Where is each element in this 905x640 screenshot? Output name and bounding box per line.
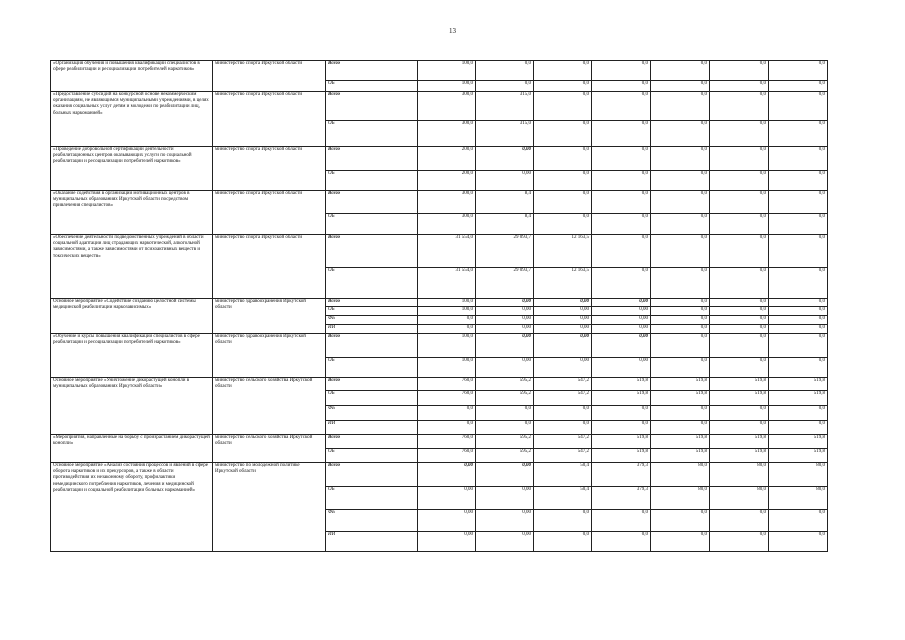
amount-cell: 0,00 (418, 463, 476, 487)
amount-cell: 31 554,0 (418, 268, 476, 299)
amount-cell: 0,00 (534, 334, 592, 358)
table-row (51, 463, 828, 487)
amount-cell: 0,0 (769, 61, 828, 81)
amount-cell: 760,0 (418, 391, 476, 406)
amount-cell: 0,0 (710, 92, 769, 121)
funding-source: ОБ (326, 121, 418, 147)
amount-cell: 0,00 (476, 316, 534, 325)
amount-cell: 0,0 (769, 406, 828, 421)
amount-cell: 100,0 (418, 81, 476, 92)
amount-cell: 0,0 (710, 334, 769, 358)
amount-cell: 0,0 (710, 61, 769, 81)
amount-cell: 0,00 (476, 325, 534, 334)
amount-cell: 0,0 (534, 191, 592, 214)
amount-cell: 0,0 (534, 421, 592, 435)
amount-cell: 0,0 (651, 81, 710, 92)
measure-description: «Обучение и курсы повышения квалификации специалистов в сфере реабилитации и ресоциализации потребителей наркотиков» (51, 334, 213, 378)
amount-cell: 0,0 (769, 235, 828, 268)
amount-cell: 0,0 (476, 406, 534, 421)
amount-cell: 0,00 (476, 299, 534, 307)
amount-cell: 760,0 (418, 449, 476, 463)
amount-cell: 0,0 (651, 147, 710, 171)
amount-cell: 31 554,0 (418, 235, 476, 268)
amount-cell: 0,0 (710, 268, 769, 299)
amount-cell: 0,0 (534, 61, 592, 81)
amount-cell: 519,8 (769, 449, 828, 463)
responsible-organization: министерство сельского хозяйства Иркутской области (213, 435, 326, 463)
funding-source: Всего (326, 235, 418, 268)
funding-source: Всего (326, 378, 418, 391)
funding-source: ОБ (326, 171, 418, 191)
amount-cell: 0,0 (592, 61, 651, 81)
amount-cell: 0,00 (592, 334, 651, 358)
amount-cell: 0,0 (710, 532, 769, 552)
amount-cell: 100,0 (418, 307, 476, 316)
amount-cell: 519,8 (651, 378, 710, 391)
funding-source: ФБ (326, 510, 418, 532)
amount-cell: 0,00 (476, 532, 534, 552)
amount-cell: 519,8 (592, 449, 651, 463)
measure-description: «Проведение добровольной сертификации деятельности реабилитационных центров оказывающих услуги по социальной реабилитации и ресоциализации потребителей наркотиков» (51, 147, 213, 191)
amount-cell: 100,0 (418, 334, 476, 358)
amount-cell: 0,0 (592, 235, 651, 268)
amount-cell: 8,4 (476, 214, 534, 235)
amount-cell: 0,0 (710, 510, 769, 532)
funding-source: ОБ (326, 307, 418, 316)
amount-cell: 519,8 (769, 435, 828, 449)
amount-cell: 0,0 (651, 406, 710, 421)
amount-cell: 0,0 (769, 121, 828, 147)
amount-cell: 0,0 (710, 299, 769, 307)
amount-cell: 0,00 (534, 307, 592, 316)
amount-cell: 80,0 (710, 487, 769, 510)
amount-cell: 0,0 (769, 358, 828, 378)
amount-cell: 0,0 (592, 510, 651, 532)
amount-cell: 0,00 (476, 171, 534, 191)
amount-cell: 0,0 (592, 214, 651, 235)
amount-cell: 0,0 (418, 406, 476, 421)
amount-cell: 80,0 (769, 487, 828, 510)
amount-cell: 0,0 (651, 510, 710, 532)
responsible-organization: министерство спорта Иркутской области (213, 191, 326, 235)
amount-cell: 0,0 (534, 406, 592, 421)
measure-description: Основное мероприятие «Содействие созданию целостной системы медицинской реабилитации наркозависимых» (51, 299, 213, 334)
measure-description: Основное мероприятие «Уничтожение дикорастущей конопли в муниципальных образованиях Иркутской области» (51, 378, 213, 435)
funding-source: ФБ (326, 406, 418, 421)
amount-cell: 0,0 (651, 61, 710, 81)
amount-cell: 0,0 (769, 325, 828, 334)
measure-description: «Организация обучения и повышения квалификации специалистов в сфере реабилитации и ресоциализации потребителей наркотиков» (51, 61, 213, 92)
table-row (51, 378, 828, 391)
amount-cell: 0,00 (592, 325, 651, 334)
responsible-organization: министерство спорта Иркутской области (213, 147, 326, 191)
amount-cell: 595,2 (476, 378, 534, 391)
amount-cell: 0,0 (534, 532, 592, 552)
amount-cell: 0,00 (534, 299, 592, 307)
amount-cell: 0,0 (769, 334, 828, 358)
amount-cell: 0,0 (710, 358, 769, 378)
amount-cell: 0,0 (476, 61, 534, 81)
amount-cell: 0,0 (769, 532, 828, 552)
amount-cell: 300,0 (418, 214, 476, 235)
amount-cell: 100,0 (418, 358, 476, 378)
funding-source: ОБ (326, 358, 418, 378)
amount-cell: 0,0 (769, 147, 828, 171)
amount-cell: 0,00 (534, 325, 592, 334)
amount-cell: 12 163,5 (534, 235, 592, 268)
amount-cell: 0,0 (769, 316, 828, 325)
amount-cell: 595,2 (476, 391, 534, 406)
amount-cell: 0,0 (592, 421, 651, 435)
amount-cell: 519,8 (592, 378, 651, 391)
amount-cell: 0,0 (476, 421, 534, 435)
funding-source: ОБ (326, 268, 418, 299)
table-row (51, 92, 828, 121)
amount-cell: 0,0 (592, 92, 651, 121)
amount-cell: 0,0 (769, 92, 828, 121)
amount-cell: 12 163,5 (534, 268, 592, 299)
table-row (51, 235, 828, 268)
amount-cell: 80,0 (651, 487, 710, 510)
amount-cell: 0,0 (710, 406, 769, 421)
amount-cell: 0,0 (592, 81, 651, 92)
amount-cell: 0,0 (769, 171, 828, 191)
amount-cell: 595,2 (476, 435, 534, 449)
amount-cell: 0,0 (710, 421, 769, 435)
amount-cell: 80,0 (769, 463, 828, 487)
amount-cell: 0,00 (476, 147, 534, 171)
amount-cell: 0,0 (592, 532, 651, 552)
measure-description: «Мероприятия, направленные на борьбу с произрастанием дикорастущей конопли» (51, 435, 213, 463)
amount-cell: 0,00 (476, 334, 534, 358)
amount-cell: 519,8 (651, 391, 710, 406)
amount-cell: 379,3 (592, 463, 651, 487)
responsible-organization: министерство спорта Иркутской области (213, 235, 326, 299)
amount-cell: 379,3 (592, 487, 651, 510)
amount-cell: 519,8 (710, 378, 769, 391)
amount-cell: 519,8 (769, 391, 828, 406)
amount-cell: 0,0 (534, 510, 592, 532)
amount-cell: 0,00 (476, 510, 534, 532)
amount-cell: 0,0 (710, 81, 769, 92)
amount-cell: 519,8 (592, 435, 651, 449)
funding-source: Всего (326, 191, 418, 214)
amount-cell: 760,0 (418, 378, 476, 391)
amount-cell: 0,0 (710, 191, 769, 214)
amount-cell: 0,00 (592, 316, 651, 325)
responsible-organization: министерство спорта Иркутской области (213, 61, 326, 92)
amount-cell: 300,0 (418, 191, 476, 214)
amount-cell: 0,0 (769, 421, 828, 435)
amount-cell: 0,0 (651, 268, 710, 299)
amount-cell: 80,0 (710, 463, 769, 487)
amount-cell: 0,0 (592, 268, 651, 299)
funding-source: Всего (326, 334, 418, 358)
amount-cell: 547,2 (534, 378, 592, 391)
amount-cell: 0,00 (418, 532, 476, 552)
amount-cell: 0,0 (651, 316, 710, 325)
amount-cell: 0,0 (769, 299, 828, 307)
amount-cell: 0,0 (592, 191, 651, 214)
measure-description: «Обеспечение деятельности подведомственных учреждений в области социальной адаптации лиц страдающих наркотической, алкогольной зависимостями, а также зависимостями от психоактивных веществ и токсических веществ» (51, 235, 213, 299)
table-row (51, 61, 828, 81)
amount-cell: 0,0 (592, 406, 651, 421)
amount-cell: 0,00 (418, 510, 476, 532)
amount-cell: 0,0 (418, 316, 476, 325)
amount-cell: 0,0 (651, 171, 710, 191)
amount-cell: 0,0 (710, 316, 769, 325)
funding-source: Всего (326, 435, 418, 449)
amount-cell: 0,0 (710, 325, 769, 334)
page-number: 13 (449, 27, 456, 35)
funding-source: Всего (326, 61, 418, 81)
amount-cell: 0,0 (418, 421, 476, 435)
funding-source: Всего (326, 147, 418, 171)
amount-cell: 29 093,7 (476, 235, 534, 268)
amount-cell: 0,0 (651, 334, 710, 358)
amount-cell: 547,2 (534, 449, 592, 463)
amount-cell: 0,0 (534, 81, 592, 92)
amount-cell: 100,0 (418, 299, 476, 307)
amount-cell: 300,0 (418, 92, 476, 121)
amount-cell: 0,0 (534, 214, 592, 235)
amount-cell: 0,0 (710, 307, 769, 316)
amount-cell: 0,00 (592, 307, 651, 316)
amount-cell: 0,00 (534, 316, 592, 325)
amount-cell: 547,2 (534, 391, 592, 406)
funding-source: ФБ (326, 316, 418, 325)
amount-cell: 519,8 (710, 435, 769, 449)
amount-cell: 519,8 (710, 449, 769, 463)
amount-cell: 8,4 (476, 191, 534, 214)
amount-cell: 0,0 (651, 532, 710, 552)
amount-cell: 519,8 (592, 391, 651, 406)
funding-source: ОБ (326, 214, 418, 235)
amount-cell: 0,0 (534, 121, 592, 147)
funding-source: ОБ (326, 449, 418, 463)
amount-cell: 519,8 (710, 391, 769, 406)
amount-cell: 0,00 (418, 487, 476, 510)
amount-cell: 0,0 (710, 147, 769, 171)
responsible-organization: министерство по молодежной политике Иркутской области (213, 463, 326, 552)
amount-cell: 0,00 (476, 463, 534, 487)
amount-cell: 0,0 (651, 307, 710, 316)
funding-source: Всего (326, 463, 418, 487)
measure-description: Основное мероприятие «Анализ состояния процессов и явлений в сфере оборота наркотиков и их прекурсоров, а также в области противодействия их незаконному обороту, профилактики немедицинского потребления наркотиков, лечения и медицинской реабилитации и социальной реабилитации больных наркоманией» (51, 463, 213, 552)
amount-cell: 0,0 (651, 299, 710, 307)
amount-cell: 200,0 (418, 147, 476, 171)
amount-cell: 547,2 (534, 435, 592, 449)
amount-cell: 0,0 (651, 325, 710, 334)
measure-description: «Предоставление субсидий на конкурсной основе некоммерческим организациям, не являющимся муниципальными учреждениями, в целях оказания социальных услуг детям и молодежи по реабилитации лиц, больных наркоманией» (51, 92, 213, 147)
amount-cell: 0,0 (769, 510, 828, 532)
amount-cell: 0,0 (651, 191, 710, 214)
amount-cell: 0,0 (710, 171, 769, 191)
funding-source: Всего (326, 299, 418, 307)
measure-description: «Оказание содействия в организации мотивационных центров в муниципальных образованиях Иркутской области посредством привлечения специалистов» (51, 191, 213, 235)
program-funding-table (50, 60, 828, 552)
amount-cell: 200,0 (418, 171, 476, 191)
funding-source: ОБ (326, 391, 418, 406)
amount-cell: 0,0 (769, 191, 828, 214)
amount-cell: 0,00 (534, 358, 592, 378)
amount-cell: 0,0 (769, 268, 828, 299)
amount-cell: 0,0 (592, 171, 651, 191)
amount-cell: 0,0 (534, 147, 592, 171)
amount-cell: 0,0 (592, 121, 651, 147)
table-row (51, 191, 828, 214)
amount-cell: 80,0 (651, 463, 710, 487)
funding-source: ИИ (326, 532, 418, 552)
funding-source: ОБ (326, 487, 418, 510)
amount-cell: 0,0 (476, 81, 534, 92)
amount-cell: 0,0 (710, 214, 769, 235)
amount-cell: 315,0 (476, 92, 534, 121)
amount-cell: 0,0 (710, 121, 769, 147)
funding-source: Всего (326, 92, 418, 121)
amount-cell: 0,0 (651, 421, 710, 435)
amount-cell: 300,0 (418, 121, 476, 147)
table-row (51, 147, 828, 171)
amount-cell: 0,0 (534, 171, 592, 191)
amount-cell: 0,0 (651, 235, 710, 268)
amount-cell: 760,0 (418, 435, 476, 449)
responsible-organization: министерство сельского хозяйства Иркутской области (213, 378, 326, 435)
amount-cell: 0,0 (418, 325, 476, 334)
responsible-organization: министерство здравоохранения Иркутской области (213, 299, 326, 334)
amount-cell: 519,8 (651, 435, 710, 449)
amount-cell: 0,00 (476, 487, 534, 510)
amount-cell: 0,00 (476, 307, 534, 316)
amount-cell: 50,4 (534, 487, 592, 510)
amount-cell: 50,4 (534, 463, 592, 487)
amount-cell: 0,0 (769, 214, 828, 235)
amount-cell: 0,0 (651, 214, 710, 235)
amount-cell: 0,00 (476, 358, 534, 378)
amount-cell: 29 093,7 (476, 268, 534, 299)
responsible-organization: министерство здравоохранения Иркутской области (213, 334, 326, 378)
amount-cell: 595,2 (476, 449, 534, 463)
amount-cell: 0,0 (651, 121, 710, 147)
amount-cell: 0,0 (534, 92, 592, 121)
amount-cell: 0,0 (710, 235, 769, 268)
funding-source: ИИ (326, 421, 418, 435)
table-row (51, 334, 828, 358)
amount-cell: 0,0 (651, 358, 710, 378)
amount-cell: 0,00 (592, 358, 651, 378)
funding-source: ОБ (326, 81, 418, 92)
amount-cell: 0,00 (592, 299, 651, 307)
amount-cell: 100,0 (418, 61, 476, 81)
responsible-organization: министерство спорта Иркутской области (213, 92, 326, 147)
funding-source: ИИ (326, 325, 418, 334)
amount-cell: 519,8 (769, 378, 828, 391)
amount-cell: 0,0 (769, 307, 828, 316)
table-row (51, 435, 828, 449)
table-row (51, 299, 828, 307)
amount-cell: 519,8 (651, 449, 710, 463)
amount-cell: 0,0 (592, 147, 651, 171)
amount-cell: 315,0 (476, 121, 534, 147)
amount-cell: 0,0 (769, 81, 828, 92)
amount-cell: 0,0 (651, 92, 710, 121)
